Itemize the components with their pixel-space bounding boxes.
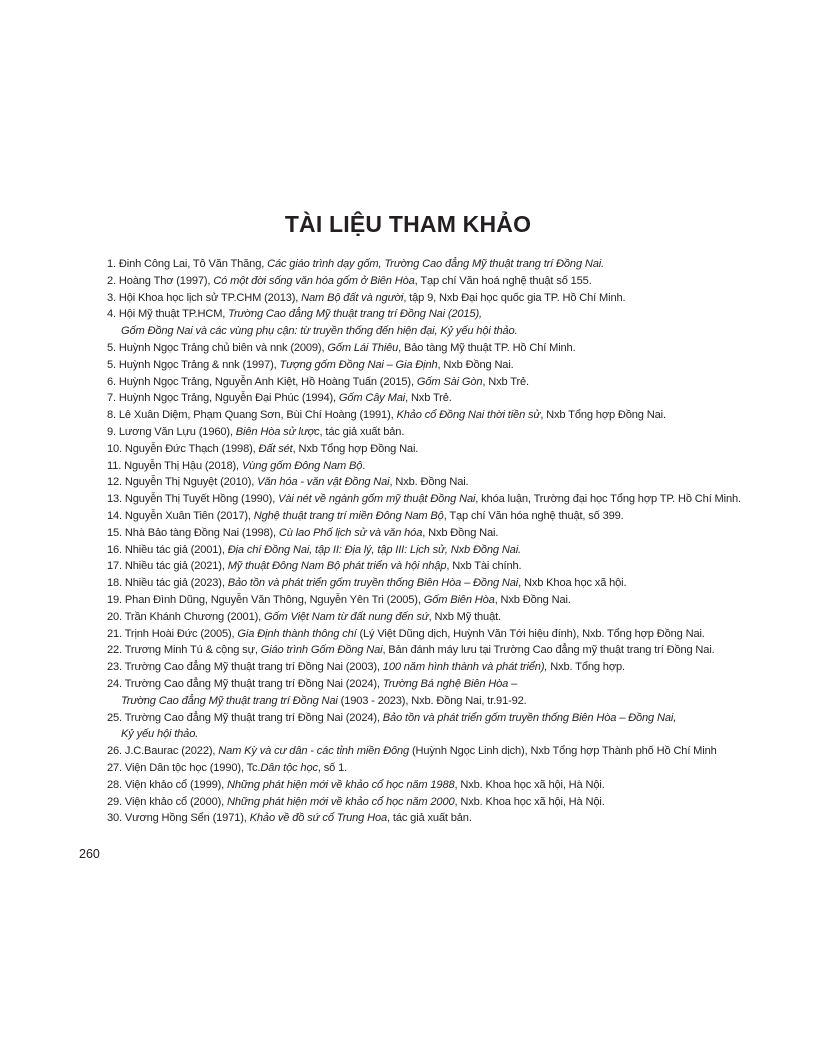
reference-title: Bảo tồn và phát triển gốm truyền thống Biên Hòa – Đồng Nai xyxy=(227,577,519,590)
reference-item xyxy=(107,374,807,391)
reference-item xyxy=(107,710,807,744)
reference-item xyxy=(107,592,807,609)
reference-item xyxy=(107,491,807,508)
reference-title: Gốm Việt Nam từ đất nung đến sứ xyxy=(264,610,429,623)
reference-item xyxy=(107,357,807,374)
reference-item xyxy=(107,642,807,659)
reference-title: Vùng gốm Đông Nam Bộ xyxy=(241,459,363,472)
reference-text: , Nxb Đồng Nai. xyxy=(422,526,499,539)
reference-text: Nguyễn Thị Hậu (2018), xyxy=(124,459,242,472)
reference-text: , Nxb Khoa học xã hội. xyxy=(518,577,627,590)
reference-item xyxy=(107,609,807,626)
reference-text: , tác giả xuất bản. xyxy=(319,425,405,438)
reference-text: , tác giả xuất bản. xyxy=(387,812,472,825)
reference-text: J.C.Baurac (2022), xyxy=(124,745,219,758)
reference-text: Trường Cao đẳng Mỹ thuật trang trí Đồng Nai (2024), xyxy=(124,677,383,690)
reference-title: Dân tộc học xyxy=(260,761,318,774)
reference-number: 3. xyxy=(107,291,116,304)
reference-continuation xyxy=(107,693,807,710)
reference-text: , Nxb Tổng hợp Đồng Nai. xyxy=(292,442,419,455)
reference-title: Những phát hiện mới về khảo cổ học năm 2000 xyxy=(227,795,455,808)
reference-number: 24. xyxy=(107,677,122,690)
reference-number: 2. xyxy=(107,274,116,287)
reference-item xyxy=(107,340,807,357)
reference-text: , Nxb Mỹ thuật. xyxy=(428,610,501,623)
reference-text: , Nxb Trẻ. xyxy=(405,392,452,405)
reference-title: Bảo tồn và phát triển gốm truyền thống Biên Hòa – Đồng Nai, xyxy=(382,711,677,724)
reference-text: , Nxb Đồng Nai. xyxy=(494,593,571,606)
reference-item xyxy=(107,676,807,710)
reference-text: , Bảo tàng Mỹ thuật TP. Hồ Chí Minh. xyxy=(398,341,576,354)
reference-item xyxy=(107,659,807,676)
reference-number: 5. xyxy=(107,358,116,371)
reference-text: Phan Đình Dũng, Nguyễn Văn Thông, Nguyễn Yên Tri (2005), xyxy=(124,593,424,606)
reference-title: Địa chí Đồng Nai, tập II: Địa lý, tập III: Lịch sử, Nxb Đồng Nai. xyxy=(227,543,521,556)
reference-text: Nhiều tác giả (2023), xyxy=(124,577,228,590)
reference-item xyxy=(107,458,807,475)
reference-number: 4. xyxy=(107,308,116,321)
reference-number: 18. xyxy=(107,577,122,590)
reference-title: Cù lao Phố lịch sử và văn hóa xyxy=(278,526,423,539)
reference-title: Nghệ thuật trang trí miền Đông Nam Bộ xyxy=(253,509,444,522)
reference-item xyxy=(107,407,807,424)
reference-number: 26. xyxy=(107,745,122,758)
reference-item xyxy=(107,575,807,592)
reference-item xyxy=(107,794,807,811)
reference-item xyxy=(107,508,807,525)
reference-item xyxy=(107,542,807,559)
reference-title: Có một đời sống văn hóa gốm ở Biên Hòa xyxy=(213,274,415,287)
reference-continuation xyxy=(107,726,807,743)
reference-title: Gia Định thành thông chí xyxy=(237,627,357,640)
reference-text: Nguyễn Thị Nguyệt (2010), xyxy=(124,476,258,489)
reference-text: , Tạp chí Văn hoá nghệ thuật số 155. xyxy=(414,274,592,287)
reference-text: Viện khảo cổ (2000), xyxy=(124,795,228,808)
reference-text: Nxb. Tổng hợp. xyxy=(547,661,625,674)
page-number: 260 xyxy=(79,847,100,861)
reference-title: Mỹ thuật Đông Nam Bộ phát triển và hội nhập xyxy=(227,560,447,573)
reference-title: Gốm Cây Mai xyxy=(338,392,406,405)
reference-title: Biên Hòa sử lược xyxy=(235,425,320,438)
reference-text: , Tạp chí Văn hóa nghệ thuật, số 399. xyxy=(443,509,624,522)
reference-text: Nguyễn Thị Tuyết Hồng (1990), xyxy=(124,493,279,506)
reference-text: Trường Cao đẳng Mỹ thuật trang trí Đồng Nai (2024), xyxy=(124,711,383,724)
reference-number: 30. xyxy=(107,812,122,825)
reference-text: Lê Xuân Diệm, Phạm Quang Sơn, Bùi Chí Hoàng (1991), xyxy=(118,409,397,422)
reference-item xyxy=(107,743,807,760)
reference-text: Trương Minh Tú & cộng sự, xyxy=(124,644,261,657)
reference-text: Hội Mỹ thuật TP.HCM, xyxy=(118,308,229,321)
reference-number: 8. xyxy=(107,409,116,422)
reference-title: Gốm Đồng Nai và các vùng phụ cận: từ truyền thống đến hiện đại, Kỷ yếu hội thảo. xyxy=(121,325,518,338)
reference-number: 21. xyxy=(107,627,122,640)
reference-text: , Nxb Đồng Nai. xyxy=(437,358,514,371)
reference-item xyxy=(107,525,807,542)
reference-text: Trường Cao đẳng Mỹ thuật trang trí Đồng Nai (2003), xyxy=(124,661,383,674)
reference-item xyxy=(107,441,807,458)
reference-number: 20. xyxy=(107,610,122,623)
reference-text: , khóa luận, Trường đại học Tổng hợp TP. Hồ Chí Minh. xyxy=(475,493,741,506)
reference-item xyxy=(107,273,807,290)
reference-text: , Nxb Trẻ. xyxy=(482,375,529,388)
reference-text: Đinh Công Lai, Tô Văn Thăng, xyxy=(118,258,268,270)
reference-item xyxy=(107,760,807,777)
reference-text: , Nxb. Khoa học xã hội, Hà Nội. xyxy=(454,795,605,808)
reference-number: 1. xyxy=(107,258,116,270)
reference-text: , Nxb. Đồng Nai. xyxy=(389,476,469,489)
reference-text: (Huỳnh Ngọc Linh dịch), Nxb Tổng hợp Thành phố Hồ Chí Minh xyxy=(409,745,717,758)
reference-title: Gốm Biên Hòa xyxy=(423,593,495,606)
reference-text: , Nxb. Khoa học xã hội, Hà Nội. xyxy=(454,778,605,791)
reference-item xyxy=(107,810,807,827)
reference-text: , tập 9, Nxb Đại học quốc gia TP. Hồ Chí Minh. xyxy=(403,291,626,304)
reference-text: Hội Khoa học lịch sử TP.CHM (2013), xyxy=(118,291,302,304)
reference-text: Nhiều tác giả (2001), xyxy=(124,543,228,556)
reference-text: Nguyễn Xuân Tiên (2017), xyxy=(124,509,254,522)
reference-title: Trường Bá nghệ Biên Hòa – xyxy=(382,677,518,690)
reference-title: Kỷ yếu hội thảo. xyxy=(121,728,199,741)
reference-text: Viện Dân tộc học (1990), Tc. xyxy=(124,761,261,774)
reference-number: 16. xyxy=(107,543,122,556)
reference-number: 9. xyxy=(107,425,116,438)
reference-text: Lương Văn Lựu (1960), xyxy=(118,425,236,438)
page-title: TÀI LIỆU THAM KHẢO xyxy=(284,211,532,237)
reference-item xyxy=(107,626,807,643)
reference-text: Huỳnh Ngọc Trảng & nnk (1997), xyxy=(118,358,280,371)
reference-number: 12. xyxy=(107,476,122,489)
reference-number: 5. xyxy=(107,341,116,354)
reference-text: Viện khảo cổ (1999), xyxy=(124,778,228,791)
reference-title: Tượng gốm Đồng Nai – Gia Định xyxy=(279,358,438,371)
reference-title: Trường Cao đẳng Mỹ thuật trang trí Đồng Nai (2015), xyxy=(228,308,482,321)
reference-text: Trần Khánh Chương (2001), xyxy=(124,610,264,623)
reference-item xyxy=(107,424,807,441)
reference-number: 7. xyxy=(107,392,116,405)
reference-title: Trường Cao đẳng Mỹ thuật trang trí Đồng Nai xyxy=(121,694,338,707)
reference-text: (1903 - 2023), Nxb. Đồng Nai, tr.91-92. xyxy=(337,694,527,707)
reference-title: Văn hóa - văn vật Đồng Nai xyxy=(257,476,390,489)
reference-number: 17. xyxy=(107,560,122,573)
reference-title: Khảo cổ Đồng Nai thời tiền sử xyxy=(396,409,541,422)
reference-title: Gốm Sài Gòn xyxy=(416,375,483,388)
reference-number: 10. xyxy=(107,442,122,455)
reference-number: 19. xyxy=(107,593,122,606)
reference-title: Giáo trình Gốm Đồng Nai xyxy=(260,644,383,657)
reference-number: 29. xyxy=(107,795,122,808)
reference-item xyxy=(107,290,807,307)
reference-item xyxy=(107,256,807,273)
reference-text: Huỳnh Ngọc Trảng chủ biên và nnk (2009), xyxy=(118,341,328,354)
reference-text: Nhà Bảo tàng Đồng Nai (1998), xyxy=(124,526,279,539)
reference-number: 25. xyxy=(107,711,122,724)
reference-number: 23. xyxy=(107,661,122,674)
reference-item xyxy=(107,306,807,340)
reference-title: Các giáo trình dạy gốm, Trường Cao đẳng Mỹ thuật trang trí Đồng Nai. xyxy=(267,258,605,270)
reference-text: , số 1. xyxy=(317,761,348,774)
reference-text: Nhiều tác giả (2021), xyxy=(124,560,228,573)
reference-title: Nam Kỳ và cư dân - các tỉnh miền Đông xyxy=(218,745,410,758)
reference-text: (Lý Việt Dũng dịch, Huỳnh Văn Tới hiệu đính), Nxb. Tổng hợp Đồng Nai. xyxy=(356,627,705,640)
reference-number: 6. xyxy=(107,375,116,388)
reference-number: 28. xyxy=(107,778,122,791)
reference-text: Nguyễn Đức Thạch (1998), xyxy=(124,442,259,455)
reference-text: , Nxb Tổng hợp Đồng Nai. xyxy=(540,409,666,422)
reference-text: Trịnh Hoài Đức (2005), xyxy=(124,627,238,640)
reference-title: Đất sét xyxy=(258,442,293,455)
reference-title: Nam Bộ đất và người xyxy=(301,291,404,304)
reference-title: Khảo về đồ sứ cổ Trung Hoa xyxy=(249,812,388,825)
reference-continuation xyxy=(107,323,807,340)
reference-title: Những phát hiện mới về khảo cổ học năm 1988 xyxy=(227,778,455,791)
reference-title: 100 năm hình thành và phát triển), xyxy=(382,661,548,674)
reference-text: . xyxy=(362,459,366,472)
reference-item xyxy=(107,777,807,794)
reference-text: , Nxb Tài chính. xyxy=(446,560,522,573)
reference-number: 11. xyxy=(107,459,122,472)
reference-number: 27. xyxy=(107,761,122,774)
reference-text: Huỳnh Ngọc Trảng, Nguyễn Anh Kiệt, Hồ Hoàng Tuấn (2015), xyxy=(118,375,417,388)
reference-item xyxy=(107,474,807,491)
reference-title: Vài nét về ngành gốm mỹ thuật Đồng Nai xyxy=(278,493,476,506)
reference-item xyxy=(107,558,807,575)
reference-text: Vương Hồng Sển (1971), xyxy=(124,812,250,825)
reference-text: , Bản đánh máy lưu tại Trường Cao đẳng mỹ thuật trang trí Đồng Nai. xyxy=(382,644,715,657)
reference-list xyxy=(107,256,807,827)
reference-text: Huỳnh Ngọc Trảng, Nguyễn Đại Phúc (1994), xyxy=(118,392,339,405)
reference-text: Hoàng Thơ (1997), xyxy=(118,274,214,287)
reference-number: 13. xyxy=(107,493,122,506)
reference-item xyxy=(107,390,807,407)
reference-title: Gốm Lái Thiêu xyxy=(327,341,399,354)
reference-number: 22. xyxy=(107,644,122,657)
reference-number: 14. xyxy=(107,509,122,522)
reference-number: 15. xyxy=(107,526,122,539)
